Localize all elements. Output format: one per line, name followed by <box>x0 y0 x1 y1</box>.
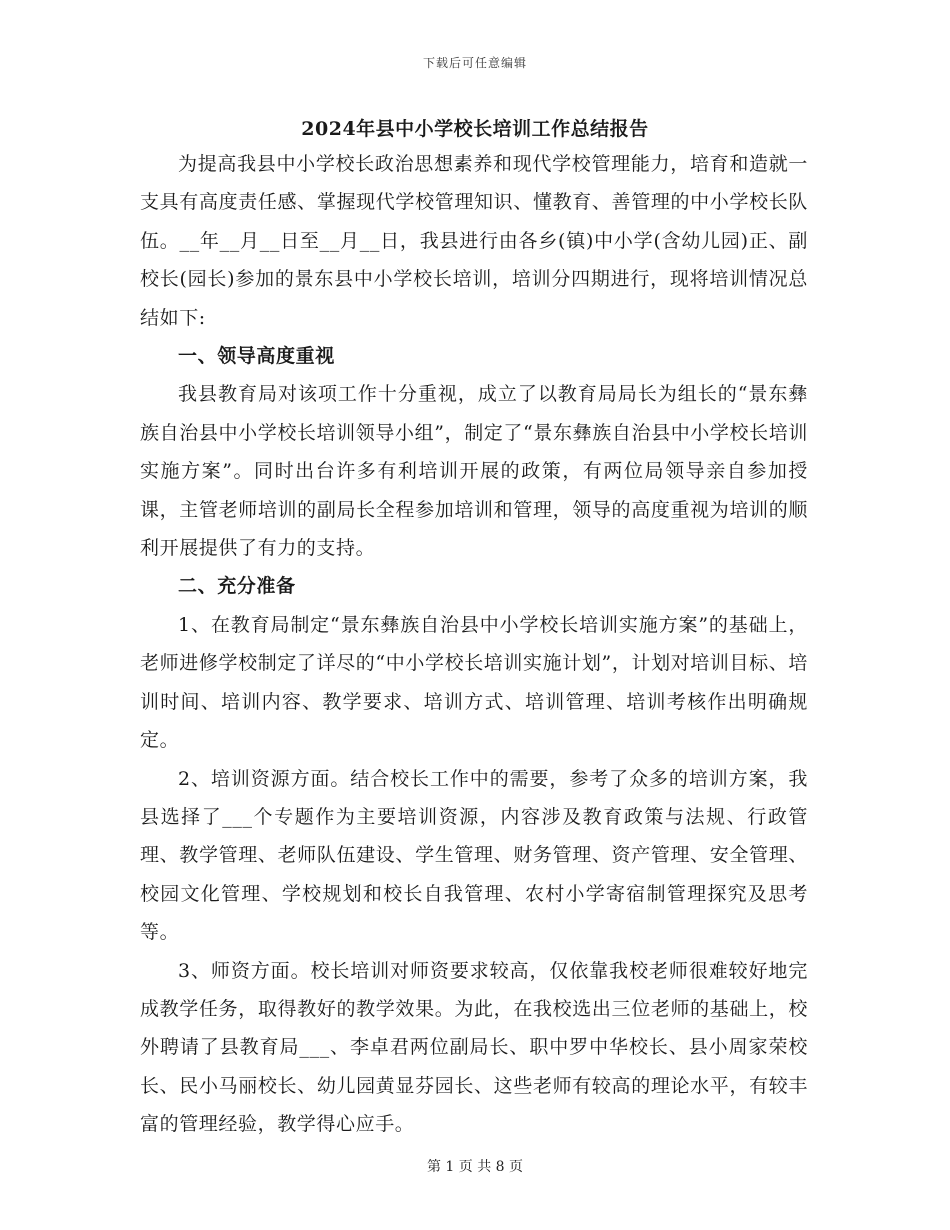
document-title: 2024年县中小学校长培训工作总结报告 <box>301 118 649 140</box>
section-heading-leadership: 一、领导高度重视 <box>178 345 335 368</box>
preparation-paragraph-2: 2、培训资源方面。结合校长工作中的需要，参考了众多的培训方案，我县选择了___个专题作为主要培训资源，内容涉及教育政策与法规、行政管理、教学管理、老师队伍建设、学生管理、财务管理、资产管理、安全管理、校园文化管理、学校规划和校长自我管理、农村小学寄宿制管理探究及思考等。 <box>140 767 808 944</box>
header-note: 下载后可任意编辑 <box>422 56 527 70</box>
page-number-footer: 第 1 页 共 8 页 <box>426 1159 524 1175</box>
intro-paragraph: 为提高我县中小学校长政治思想素养和现代学校管理能力，培育和造就一支具有高度责任感、掌握现代学校管理知识、懂教育、善管理的中小学校长队伍。__年__月__日至__月__日，我县进行由各乡(镇)中小学(含幼儿园)正、副校长(园长)参加的景东县中小学校长培训，培训分四期进行，现将培训情况总结如下: <box>140 153 808 329</box>
leadership-paragraph: 我县教育局对该项工作十分重视，成立了以教育局局长为组长的“景东彝族自治县中小学校长培训领导小组”，制定了“景东彝族自治县中小学校长培训实施方案”。同时出台许多有利培训开展的政策，有两位局领导亲自参加授课，主管老师培训的副局长全程参加培训和管理，领导的高度重视为培训的顺利开展提供了有力的支持。 <box>140 383 808 560</box>
preparation-paragraph-3: 3、师资方面。校长培训对师资要求较高，仅依靠我校老师很难较好地完成教学任务，取得教好的教学效果。为此，在我校选出三位老师的基础上，校外聘请了县教育局___、李卓君两位副局长、职中罗中华校长、县小周家荣校长、民小马丽校长、幼儿园黄显芬园长、这些老师有较高的理论水平，有较丰富的管理经验，教学得心应手。 <box>140 959 808 1136</box>
section-heading-preparation: 二、充分准备 <box>178 575 296 598</box>
preparation-paragraph-1: 1、在教育局制定“景东彝族自治县中小学校长培训实施方案”的基础上，老师进修学校制定了详尽的“中小学校长培训实施计划”，计划对培训目标、培训时间、培训内容、教学要求、培训方式、培训管理、培训考核作出明确规定。 <box>140 613 808 752</box>
document-body <box>140 145 808 1144</box>
